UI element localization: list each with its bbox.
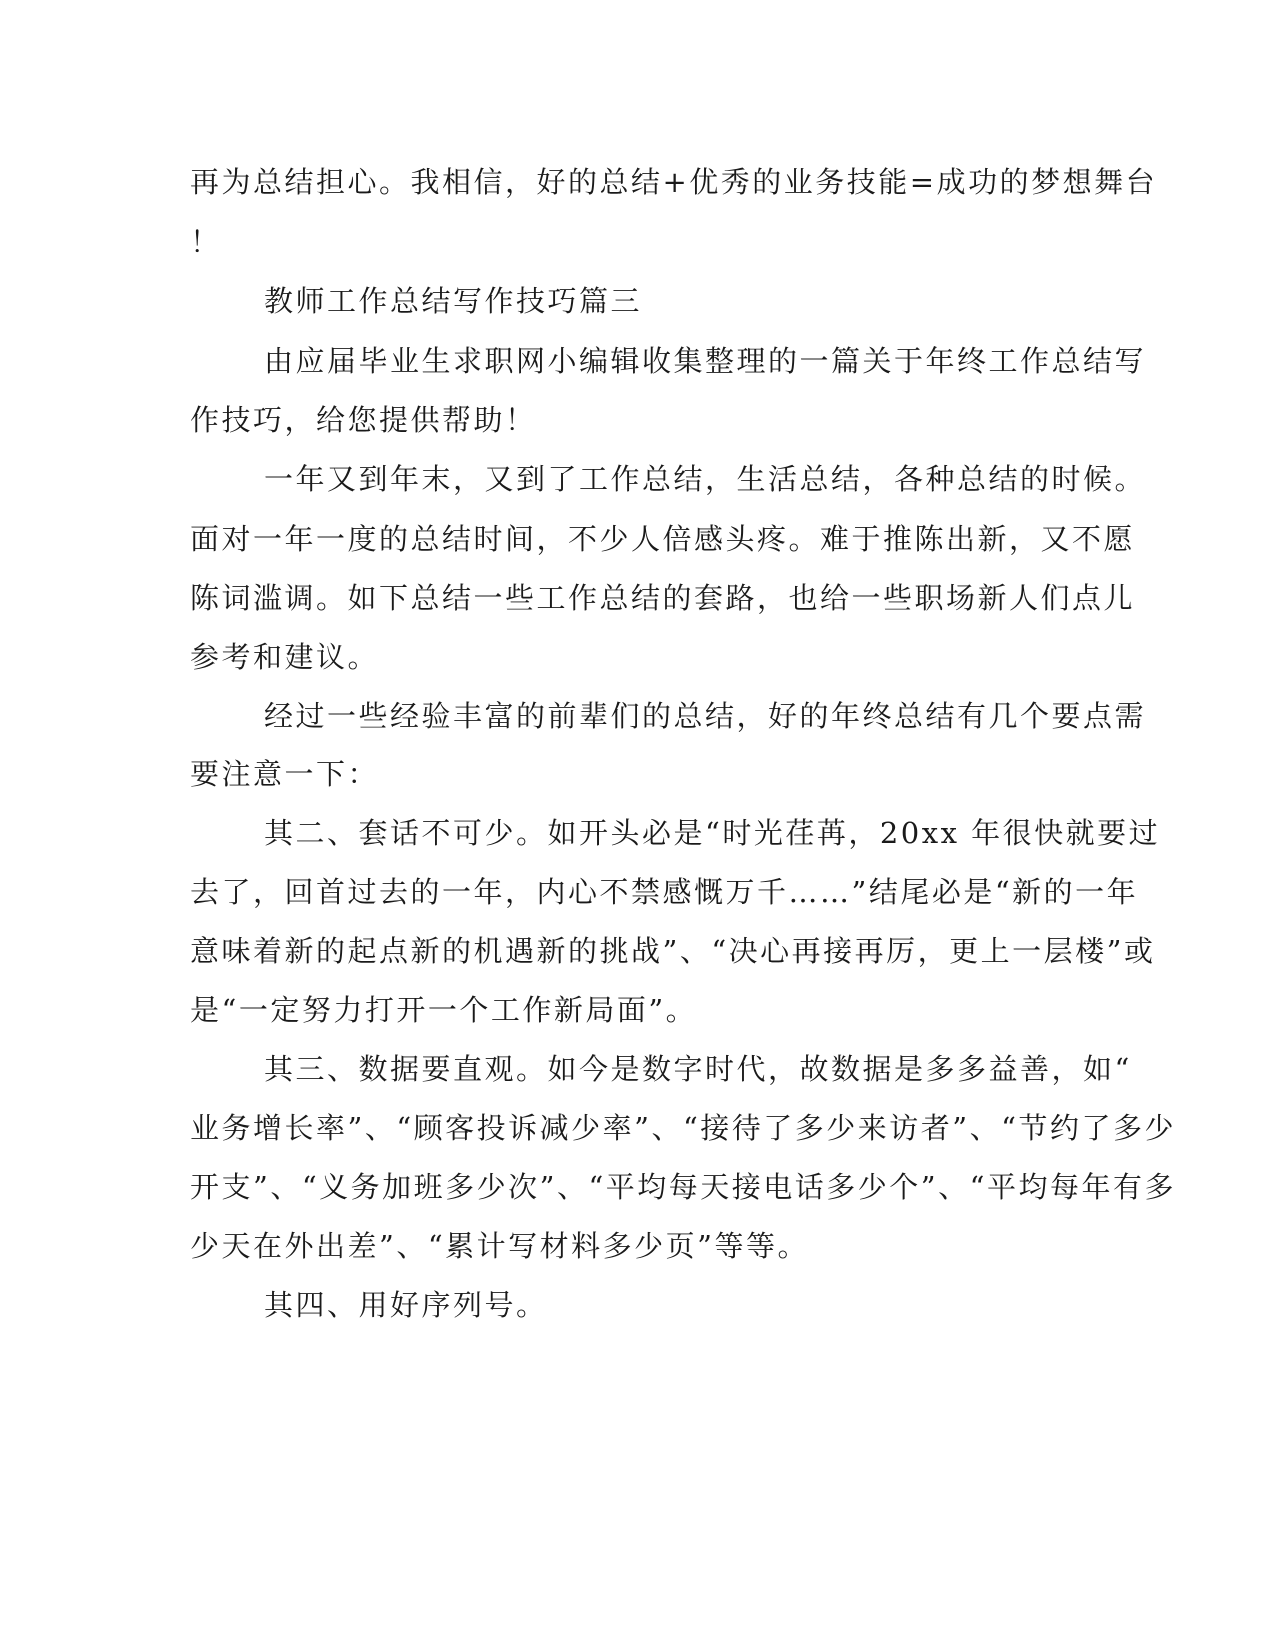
section-heading: 教师工作总结写作技巧篇三 [264,284,643,318]
text-line: 业务增长率”、“顾客投诉减少率”、“接待了多少来访者”、“节约了多少 [190,1111,1176,1145]
text-line: 作技巧，给您提供帮助！ [190,403,537,437]
text-line: 经过一些经验丰富的前辈们的总结，好的年终总结有几个要点需 [264,699,1147,733]
text-line: ！ [190,225,222,259]
text-line: 参考和建议。 [190,640,380,674]
text-line: 其三、数据要直观。如今是数字时代，故数据是多多益善，如“ [264,1052,1132,1086]
text-line: 去了，回首过去的一年，内心不禁感慨万千……”结尾必是“新的一年 [190,875,1139,909]
text-line: 其四、用好序列号。 [264,1288,548,1322]
text-line: 由应届毕业生求职网小编辑收集整理的一篇关于年终工作总结写 [264,344,1147,378]
text-line: 面对一年一度的总结时间，不少人倍感头疼。难于推陈出新，又不愿 [190,522,1136,556]
text-line: 陈词滥调。如下总结一些工作总结的套路，也给一些职场新人们点儿 [190,581,1136,615]
text-line: 一年又到年末，又到了工作总结，生活总结，各种总结的时候。 [264,462,1147,496]
text-line: 其二、套话不可少。如开头必是“时光荏苒，20xx 年很快就要过 [264,816,1161,850]
text-line: 少天在外出差”、“累计写材料多少页”等等。 [190,1229,809,1263]
text-line: 意味着新的起点新的机遇新的挑战”、“决心再接再厉，更上一层楼”或 [190,934,1156,968]
text-line: 是“一定努力打开一个工作新局面”。 [190,993,698,1027]
text-line: 再为总结担心。我相信，好的总结+优秀的业务技能=成功的梦想舞台 [190,165,1158,199]
text-line: 开支”、“义务加班多少次”、“平均每天接电话多少个”、“平均每年有多 [190,1170,1176,1204]
text-line: 要注意一下： [190,757,380,791]
